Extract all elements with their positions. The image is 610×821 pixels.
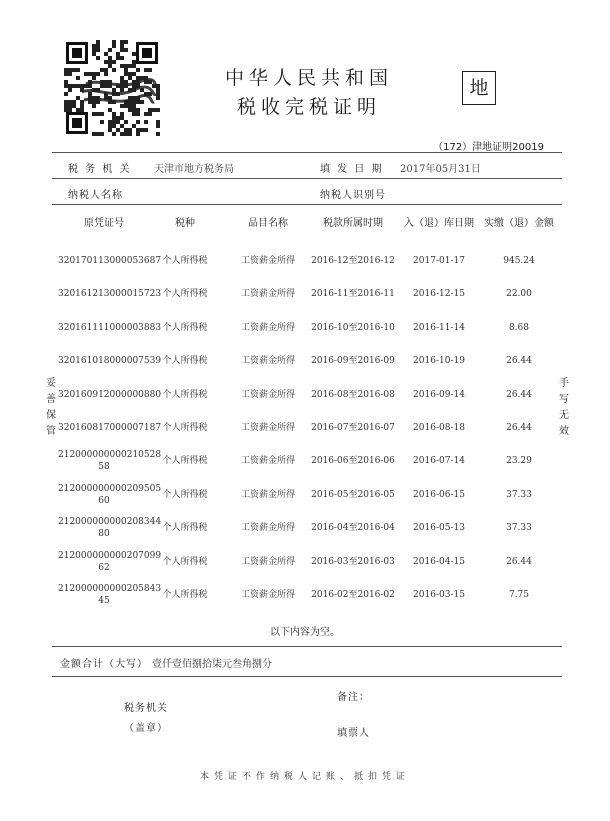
cell-amount: 23.29 xyxy=(506,456,532,466)
col-header-item: 品目名称 xyxy=(248,218,288,229)
cell-period: 2016-05至2016-05 xyxy=(311,490,395,500)
cell-tax: 个人所得税 xyxy=(162,423,208,433)
col-header-tax: 税种 xyxy=(175,218,195,229)
cell-voucher-line1: 212000000000208344 xyxy=(58,517,162,527)
cell-voucher: 320161213000015723 xyxy=(58,289,162,299)
cell-date: 2017-01-17 xyxy=(413,256,465,266)
cell-item: 工资薪金所得 xyxy=(240,323,295,333)
cell-period: 2016-12至2016-12 xyxy=(311,256,395,266)
cell-voucher xyxy=(58,449,162,473)
cell-amount: 26.44 xyxy=(506,356,532,366)
cell-voucher xyxy=(58,516,162,540)
cell-item: 工资薪金所得 xyxy=(240,256,295,266)
cell-voucher: 320160912000000880 xyxy=(58,390,162,400)
cell-date: 2016-03-15 xyxy=(413,590,465,600)
cell-period: 2016-07至2016-07 xyxy=(311,423,395,433)
cell-voucher: 320161111000003883 xyxy=(58,323,162,333)
taxpayer-name-label: 纳税人名称 xyxy=(68,190,123,201)
cell-date: 2016-08-18 xyxy=(413,423,465,433)
cell-item: 工资薪金所得 xyxy=(240,523,295,533)
side-note-right: 手写无效 xyxy=(559,378,569,437)
side-note-left: 妥善保管 xyxy=(46,378,56,437)
cell-voucher-line1: 212000000000207099 xyxy=(58,551,162,561)
cell-period: 2016-03至2016-03 xyxy=(311,557,395,567)
certificate-number: （172）津地证明20019 xyxy=(433,142,544,153)
rule-total xyxy=(52,676,562,677)
cell-voucher-line2: 80 xyxy=(98,529,110,539)
cell-tax: 个人所得税 xyxy=(162,356,208,366)
rule-info xyxy=(52,178,562,179)
cell-date: 2016-10-19 xyxy=(413,356,465,366)
bottom-authority-label: 税务机关 xyxy=(124,703,168,714)
cell-voucher: 320170113000053687 xyxy=(58,256,162,266)
cell-period: 2016-06至2016-06 xyxy=(311,456,395,466)
cell-date: 2016-06-15 xyxy=(413,490,465,500)
cell-voucher xyxy=(58,583,162,607)
authority-value: 天津市地方税务局 xyxy=(154,164,234,175)
cell-amount: 37.33 xyxy=(506,523,532,533)
blank-note: 以下内容为空。 xyxy=(270,627,340,638)
qr-code xyxy=(64,40,160,136)
cell-voucher: 320161018000007539 xyxy=(58,356,162,366)
cell-period: 2016-10至2016-10 xyxy=(311,323,395,333)
cell-item: 工资薪金所得 xyxy=(240,590,295,600)
cell-amount: 26.44 xyxy=(506,557,532,567)
footer-disclaimer: 本凭证不作纳税人记账、抵扣凭证 xyxy=(199,772,410,782)
cell-item: 工资薪金所得 xyxy=(240,390,295,400)
cell-voucher-line1: 212000000000210528 xyxy=(58,450,162,460)
cell-amount: 8.68 xyxy=(508,323,530,333)
issue-date-value: 2017年05月31日 xyxy=(400,164,481,175)
cell-tax: 个人所得税 xyxy=(162,289,208,299)
cell-amount: 26.44 xyxy=(506,423,532,433)
cell-voucher-line2: 60 xyxy=(98,496,110,506)
cell-period: 2016-11至2016-11 xyxy=(311,289,395,299)
cell-item: 工资薪金所得 xyxy=(240,423,295,433)
taxpayer-id-label: 纳税人识别号 xyxy=(320,190,386,201)
rule-header xyxy=(52,204,562,205)
cell-tax: 个人所得税 xyxy=(162,490,208,500)
cell-date: 2016-07-14 xyxy=(413,456,465,466)
rule-table-bottom xyxy=(52,646,562,647)
cell-item: 工资薪金所得 xyxy=(240,490,295,500)
cell-item: 工资薪金所得 xyxy=(240,456,295,466)
cell-period: 2016-09至2016-09 xyxy=(311,356,395,366)
issue-date-label: 填 发 日 期 xyxy=(320,164,384,175)
cell-amount: 37.33 xyxy=(506,490,532,500)
cell-item: 工资薪金所得 xyxy=(240,356,295,366)
cell-amount: 7.75 xyxy=(508,590,530,600)
cell-voucher-line2: 62 xyxy=(98,563,110,573)
cell-voucher-line2: 58 xyxy=(98,462,110,472)
rule-top xyxy=(52,152,562,153)
cell-voucher-line1: 212000000000205843 xyxy=(58,584,162,594)
document-title-line2: 税收完税证明 xyxy=(236,96,381,118)
cell-period: 2016-08至2016-08 xyxy=(311,390,395,400)
cell-item: 工资薪金所得 xyxy=(240,289,295,299)
cell-date: 2016-04-15 xyxy=(413,557,465,567)
cell-amount: 945.24 xyxy=(503,256,535,266)
qr-code-graphic xyxy=(64,40,160,136)
cell-item: 工资薪金所得 xyxy=(240,557,295,567)
cell-amount: 22.00 xyxy=(506,289,532,299)
seal-label: （盖章） xyxy=(124,723,168,734)
cell-tax: 个人所得税 xyxy=(162,323,208,333)
cell-voucher xyxy=(58,483,162,507)
cell-tax: 个人所得税 xyxy=(162,590,208,600)
col-header-voucher: 原凭证号 xyxy=(84,218,124,229)
cell-date: 2016-09-14 xyxy=(413,390,465,400)
cell-voucher-line1: 212000000000209505 xyxy=(58,484,162,494)
cell-period: 2016-04至2016-04 xyxy=(311,523,395,533)
cell-period: 2016-02至2016-02 xyxy=(311,590,395,600)
cell-tax: 个人所得税 xyxy=(162,256,208,266)
cell-date: 2016-05-13 xyxy=(413,523,465,533)
cell-amount: 26.44 xyxy=(506,390,532,400)
col-header-period: 税款所属时期 xyxy=(323,218,383,229)
filler-label: 填票人 xyxy=(337,728,370,739)
remark-label: 备注： xyxy=(337,692,370,703)
cell-tax: 个人所得税 xyxy=(162,456,208,466)
cell-voucher-line2: 45 xyxy=(98,596,110,606)
cell-voucher: 320160817000007187 xyxy=(58,423,162,433)
col-header-amount: 实缴（退）金额 xyxy=(484,218,554,229)
cell-voucher xyxy=(58,550,162,574)
cell-tax: 个人所得税 xyxy=(162,557,208,567)
local-tax-stamp-box: 地 xyxy=(462,71,496,105)
cell-date: 2016-11-14 xyxy=(413,323,465,333)
document-title-line1: 中华人民共和国 xyxy=(224,67,393,89)
total-value: 壹仟壹佰捌拾柒元叁角捌分 xyxy=(152,659,272,670)
total-label: 金额合计（大写） xyxy=(60,659,148,670)
col-header-date: 入（退）库日期 xyxy=(404,218,474,229)
cell-tax: 个人所得税 xyxy=(162,390,208,400)
cell-tax: 个人所得税 xyxy=(162,523,208,533)
authority-label: 税 务 机 关 xyxy=(68,164,132,175)
cell-date: 2016-12-15 xyxy=(413,289,465,299)
